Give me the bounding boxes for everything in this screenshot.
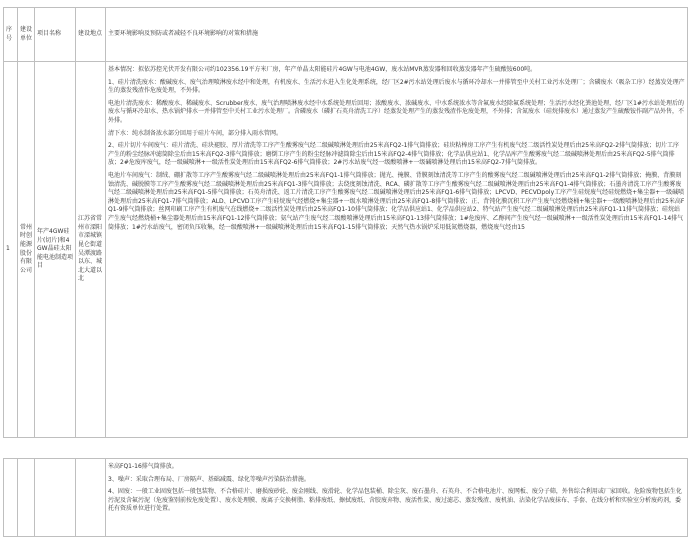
header-measures: 主要环境影响及预防或者减轻不良环境影响的对策和措施 — [106, 8, 688, 62]
cont-unit — [18, 459, 35, 537]
row-measures — [106, 62, 688, 438]
measure-exhaust-end: 米高FQ1-16排气筒排放。 — [108, 463, 178, 470]
main-table — [3, 7, 688, 438]
cont-seq — [4, 459, 18, 537]
measure-cell-exhaust: 电池片车间废气：制绒、硼扩散等工序产生酸雾废气经二级碱喷淋处理后由25米高FQ1-1排气筒排放；抛光、掩膜、背膜刻蚀清洗等工序产生的酸雾废气经二级碱喷淋处理后由25米高FQ1-2排气筒排放；掩膜、背膜刻蚀清洗、碱脱膜等工序产生酸雾废气经二级碱喷淋处理后由25米高FQ1-3排气筒排放；去绕度刻蚀清洗、RCA、磷扩散等工序产生酸雾废气经二级碱喷淋处理后由25米高FQ1-4排气筒排放；石墨舟清洗工序产生酸雾废气经二级碱喷淋处理后由25米高FQ1-5排气筒排放；石英舟清洗、返工片清洗工序产生酸雾废气经二级碱喷淋处理后由25米高FQ1-6排气筒排放；LPCVD、PECVDpoly工序产生硅烷废气经硅烷燃烧+集尘器+一级碱喷淋处理后由25米高FQ1-7排气筒排放；ALD、LPCVD工序产生硅烷废气经燃烧+集尘器+一级水喷淋处理后由25米高FQ1-8排气筒排放；正、背钝化膜沉积工序产生废气经燃烧桶+集尘器+一级酸喷淋处理后由25米高FQ1-9排气筒排放；丝网印刷工序产生有机废气在线燃烧+二级活性炭处理后由25米高FQ1-10排气筒排放；化学品供应站1、化学品供应站2、特气站产生废气经二级碱喷淋处理后由25米高FQ1-11排气筒排放；硅烷站产生废气经燃烧桶+集尘器处理后由15米高FQ1-12排气筒排放；氨气站产生废气经二级酸喷淋处理后由15米高FQ1-13排气筒排放；1#危废库、乙醇间产生废气经一级碱喷淋+一级活性炭处理后由15米高FQ1-14排气筒排放；1#污水站废气，密闭负压收集，经一级酸喷淋+一级碱喷淋处理后由15米高FQ1-15排气筒排放；天然气热水锅炉采用低氮燃烧器，燃烧废气经由15 — [108, 171, 685, 231]
cont-location — [76, 459, 106, 537]
row-seq: 1 — [4, 62, 18, 438]
measure-wafer-wastewater: 1、硅片清洗废水：酸碱废水、废气治理喷淋废水经中和处理，有机废水、生活污水进入生化处理系统，经厂区2#污水站处理后废水与循环冷却水一并排管至中关村工业污水处理厂；含磷废水（吸杂工序）经蒸发处理产生的蒸发残渣作危废处理，不外排。 — [108, 78, 685, 95]
row-location: 江苏省常州市溧阳市溧城镇昆仑街道吴潭渡路以东、城北大道以北 — [76, 62, 106, 438]
row-unit: 常州时创能源股份有限公司 — [18, 62, 35, 438]
cont-project — [35, 459, 76, 537]
cont-measures — [106, 459, 688, 537]
measure-wafer-exhaust: 2、硅片切片车间废气：硅片清洗、硅块褪胶、厚片清洗等工序产生酸雾废气经二级碱喷淋处理后由25米高FQ2-1排气筒排放；硅块粘棒房工序产生有机废气经二级活性炭处理后由25米高FQ2-2排气筒排放；切片工序产生的粉尘经脉冲滤筒除尘后由15米高FQ2-3排气筒排放；磨倒工序产生的粉尘经脉冲滤筒除尘后由15米高FQ2-4排气筒排放；化学品供应站1、化学品库产生酸雾废气经二级碱喷淋处理后由25米高FQ2-5排气筒排放；2#危废库废气，经一级碱喷淋+一级活性炭处理后由15米高FQ2-6排气筒排放；2#污水站废气经一级酸喷淋+一级碱喷淋处理后由15米高FQ2-7排气筒排放。 — [108, 142, 680, 167]
measure-clean-water: 清下水：纯水制备浓水部分回用于硅片车间，部分排入雨水管网。 — [108, 129, 283, 137]
row-project: 年产4GW硅片(切片)和4GW晶硅太阳能电池制造项目 — [35, 62, 76, 438]
measure-noise: 3、噪声：采取合理布局、厂房隔声、基础减震、绿化等噪声污染防治措施。 — [108, 475, 310, 483]
measure-cell-wastewater: 电池片清洗废水：稀酸废水、稀碱废水、Scrubber废水、废气治理喷淋废水经中水系统处理后回用；浓酸废水、浓碱废水、中水系统浓水等含氟废水经除氟系统处理；生活污水经化粪池处理，经厂区1#污水站处理后的废水与循环冷却水、热水锅炉排水一并排管至中关村工业污水处理厂。含磷废水（磷扩石英舟清洗工序）经蒸发处理产生的蒸发残渣作危废处理，不外排；含氮废水（硅烷排废水）通过蒸发产生硫酸铵作副产品外售，不外排。 — [108, 99, 685, 124]
header-location: 建设地点 — [76, 8, 106, 62]
header-project: 项目名称 — [35, 8, 76, 62]
continuation-table — [3, 458, 688, 537]
header-seq: 序号 — [4, 8, 18, 62]
measure-solid-waste: 4、固废：一般工业固废包括一般包装物、不合格硅片、磨损废砂轮、废金刚线、废滑轮、化学品包装桶、除尘灰、废石墨舟、石英舟、不合格电池片、废网板、废分子筛，外售综合利用或厂家回收。危险废物包括生化污泥及含氟污泥（危废鉴别前按危废处置）、废水处理膜、废离子交换树脂、粘排废纸、擦拭废纸、含胶废弃物、废活性炭、废过滤芯、蒸发残渣、废机油、沾染化学品废抹布、手套、在线分析和实验室分析废药剂，委托有资质单位进行处置。 — [108, 488, 682, 513]
measure-basic: 基本情况：拟依苏控光伏开发有限公司约102356.19平方米厂房，年产单晶太阳能硅片4GW与电池4GW，废水站MVR蒸发器和回收蒸发器年产生硫酸铵600吨。 — [108, 66, 537, 73]
header-unit: 建设单位 — [18, 8, 35, 62]
